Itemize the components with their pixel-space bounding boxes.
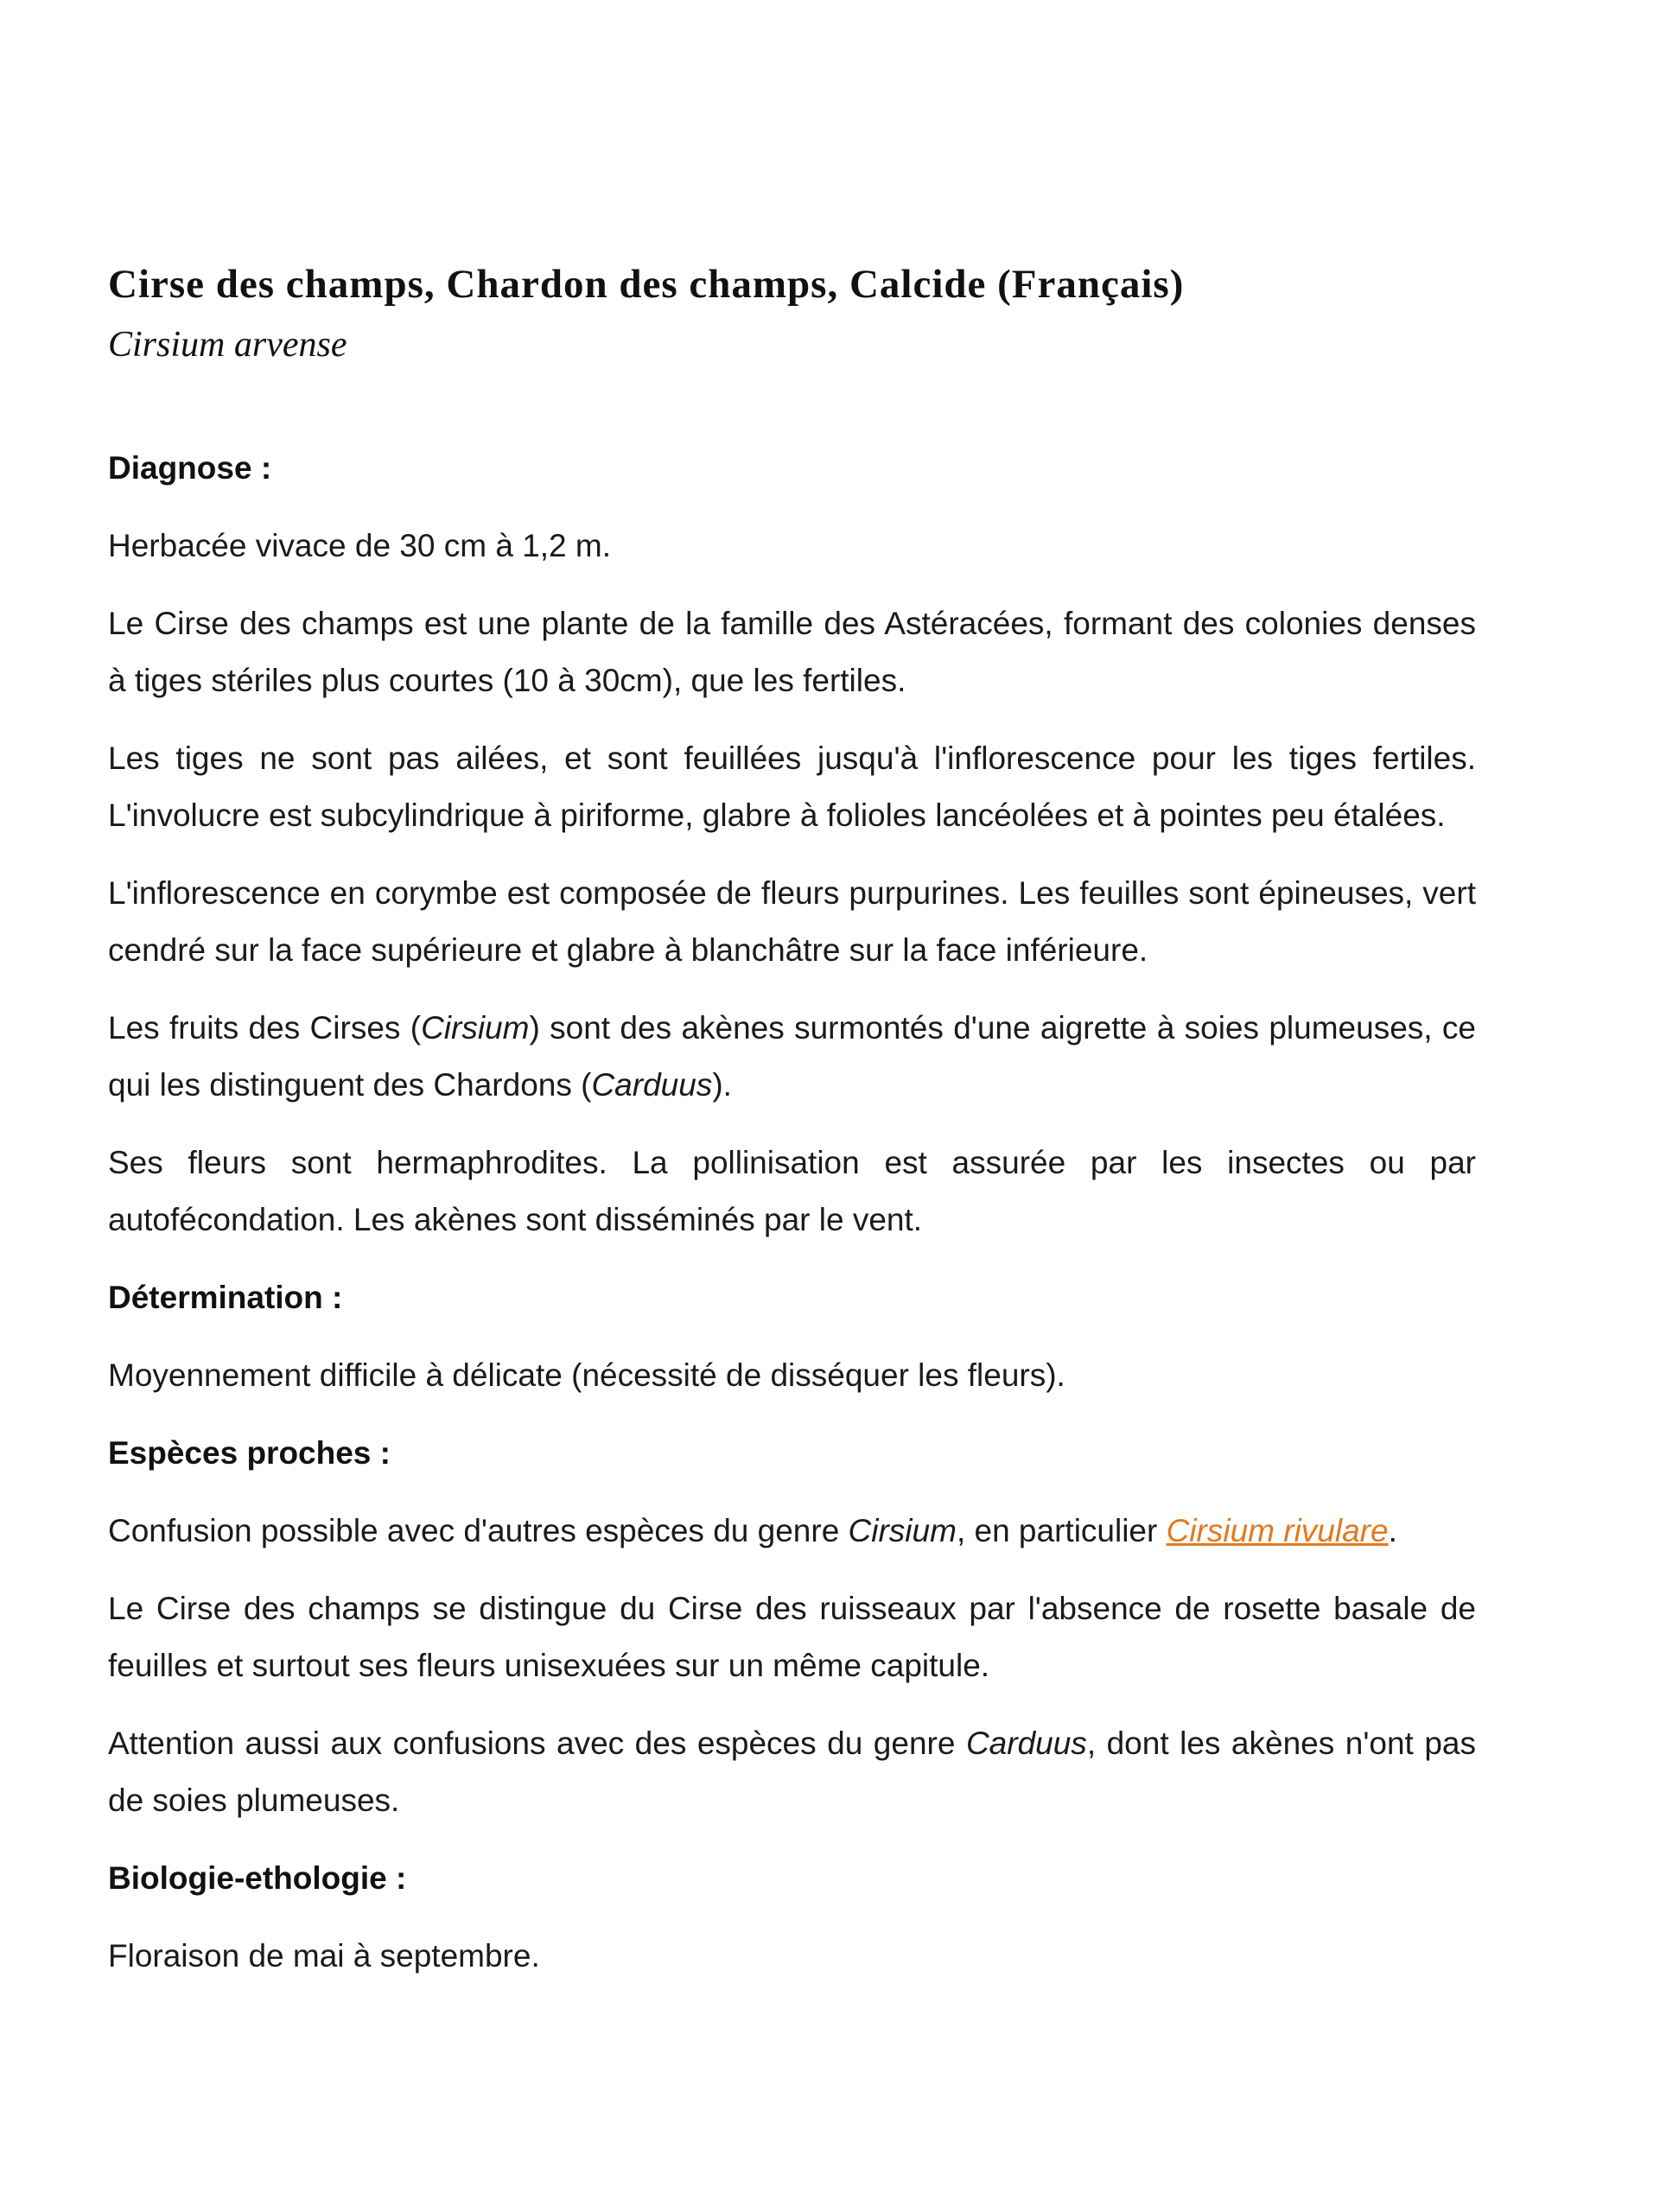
text-run: , en particulier (956, 1513, 1167, 1548)
section-diagnose (108, 440, 1476, 1249)
text-run: Confusion possible avec d'autres espèces du genre (108, 1513, 849, 1548)
diagnose-paragraph-1: Herbacée vivace de 30 cm à 1,2 m. (108, 528, 612, 563)
diagnose-paragraph-6: Ses fleurs sont hermaphrodites. La pollinisation est assurée par les insectes ou par autofécondation. Les akènes sont disséminés par le vent. (108, 1145, 1476, 1237)
section-determination (108, 1269, 1476, 1404)
section-especes-proches (108, 1425, 1476, 1829)
page-title: Cirse des champs, Chardon des champs, Calcide (Français) (108, 262, 1185, 307)
document-page (108, 255, 1476, 1985)
genus-cirsium: Cirsium (848, 1513, 957, 1548)
diagnose-paragraph-4: L'inflorescence en corymbe est composée de fleurs purpurines. Les feuilles sont épineuses, vert cendré sur la face supérieure et glabre à blanchâtre sur la face inférieure. (108, 875, 1476, 968)
text-run: Attention aussi aux confusions avec des espèces du genre (108, 1726, 966, 1761)
text-run: ). (712, 1067, 732, 1103)
genus-carduus: Carduus (591, 1067, 713, 1103)
especes-paragraph-1 (108, 1503, 1476, 1560)
diagnose-paragraph-5 (108, 1000, 1476, 1114)
especes-paragraph-3 (108, 1715, 1476, 1829)
diagnose-paragraph-2: Le Cirse des champs est une plante de la famille des Astéracées, formant des colonies denses à tiges stériles plus courtes (10 à 30cm), que les fertiles. (108, 606, 1476, 698)
heading-diagnose: Diagnose : (108, 450, 272, 486)
text-run: , dont les akènes n'ont pas de soies plumeuses. (108, 1726, 1476, 1818)
heading-biologie: Biologie-ethologie : (108, 1860, 407, 1896)
text-run: ) sont des akènes surmontés d'une aigrette à soies plumeuses, ce qui les distinguent des Chardons ( (108, 1010, 1476, 1103)
section-biologie (108, 1850, 1476, 1985)
text-run: . (1388, 1513, 1397, 1548)
determination-paragraph-1: Moyennement difficile à délicate (nécessité de disséquer les fleurs). (108, 1357, 1065, 1393)
scientific-name: Cirsium arvense (108, 325, 347, 365)
text-run: Les fruits des Cirses ( (108, 1010, 422, 1046)
biologie-paragraph-1: Floraison de mai à septembre. (108, 1938, 540, 1974)
especes-paragraph-2: Le Cirse des champs se distingue du Cirse des ruisseaux par l'absence de rosette basale de feuilles et surtout ses fleurs unisexuées sur un même capitule. (108, 1591, 1476, 1683)
heading-determination: Détermination : (108, 1280, 343, 1315)
cirsium-rivulare-link[interactable]: Cirsium rivulare (1166, 1513, 1389, 1548)
genus-carduus: Carduus (965, 1726, 1087, 1761)
heading-especes-proches: Espèces proches : (108, 1435, 391, 1471)
genus-cirsium: Cirsium (421, 1010, 530, 1046)
diagnose-paragraph-3: Les tiges ne sont pas ailées, et sont feuillées jusqu'à l'inflorescence pour les tiges fertiles. L'involucre est subcylindrique à piriforme, glabre à folioles lancéolées et à pointes peu étalées. (108, 741, 1476, 833)
